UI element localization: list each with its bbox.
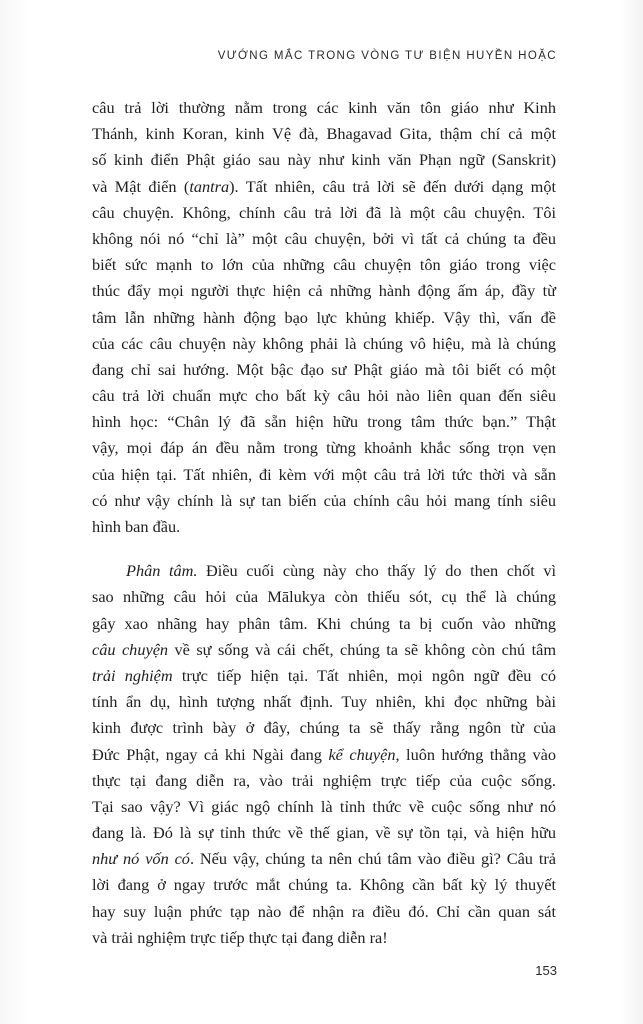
text-run: kinh được trình bày ở đây, chúng ta sẽ thấy rằng ngôn từ của	[92, 718, 556, 738]
running-head: VƯỚNG MẮC TRONG VÒNG TƯ BIỆN HUYỀN HOẶC	[217, 50, 557, 62]
text-line	[92, 514, 556, 540]
text-run: thúc đẩy mọi người thực hiện cả những hành động ấm áp, đầy từ	[92, 281, 556, 301]
text-run: câu trả lời thường nằm trong các kinh văn tôn giáo như Kinh	[92, 98, 556, 117]
text-run: biết sức mạnh to lớn của những câu chuyện tôn giáo trong việc	[92, 255, 556, 275]
text-run: về sự sống và cái chết, chúng ta sẽ không còn chú tâm	[168, 639, 556, 659]
paragraph-2	[92, 558, 556, 951]
text-run: Thánh, kinh Koran, kinh Vệ đà, Bhagavad Gita, thậm chí cả một	[92, 124, 556, 144]
text-line	[92, 278, 556, 304]
text-run: sao những câu hỏi của Mālukya còn thiếu sót, cụ thể là chúng	[92, 587, 556, 607]
text-run: , luôn hướng thẳng vào	[395, 744, 556, 764]
text-line	[92, 558, 556, 584]
text-line	[92, 226, 556, 252]
text-line	[92, 331, 556, 357]
text-line	[92, 305, 556, 331]
text-line	[92, 200, 556, 226]
text-line	[92, 95, 556, 121]
text-run: đang chỉ sai hướng. Một bậc đạo sư Phật giáo mà tôi biết có một	[92, 359, 556, 379]
text-run: trực tiếp hiện tại. Tất nhiên, mọi ngôn ngữ đều có	[172, 665, 556, 685]
text-line	[92, 820, 556, 846]
text-line	[92, 435, 556, 461]
text-line	[92, 611, 556, 637]
text-line	[92, 488, 556, 514]
italic-text: như nó vốn có	[92, 849, 190, 869]
text-line	[92, 121, 556, 147]
text-line	[92, 584, 556, 610]
text-run: không nói nó “chỉ là” một câu chuyện, bởi vì tất cả chúng ta đều	[92, 228, 556, 248]
text-run: của các câu chuyện này không phải là chúng vô hiệu, mà là chúng	[92, 333, 556, 353]
text-line	[92, 637, 556, 663]
text-run: Điều cuối cùng này cho thấy lý do then chốt vì	[197, 561, 556, 581]
text-run: thực tại đang diễn ra, vào trải nghiệm trực tiếp của cuộc sống.	[92, 770, 556, 790]
page-number: 153	[535, 963, 557, 978]
body-text	[92, 95, 556, 951]
italic-text: câu chuyện	[92, 639, 169, 659]
text-line	[92, 925, 556, 951]
italic-text: trải nghiệm	[92, 665, 173, 685]
text-line	[92, 383, 556, 409]
text-run: Đức Phật, ngay cả khi Ngài đang	[92, 744, 329, 764]
italic-text: kể chuyện	[328, 744, 396, 764]
text-line	[92, 462, 556, 488]
text-run: và Mật điển (	[92, 176, 190, 196]
text-line	[92, 899, 556, 925]
text-run: hình học: “Chân lý đã sẵn hiện hữu trong tâm thức bạn.” Thật	[92, 412, 556, 432]
text-run: câu chuyện. Không, chính câu trả lời đã là một câu chuyện. Tôi	[92, 202, 556, 222]
text-run: hay suy luận phức tạp nào để nhận ra điều đó. Chỉ cần quan sát	[92, 901, 556, 921]
text-run: số kinh điển Phật giáo sau này như kinh văn Phạn ngữ (Sanskrit)	[92, 150, 556, 170]
italic-text: Phân tâm.	[126, 561, 198, 581]
text-line	[92, 689, 556, 715]
text-run: vậy, mọi đáp án đều nằm trong từng khoảnh khắc sống trọn vẹn	[92, 438, 556, 458]
text-run: hình ban đầu.	[92, 517, 181, 536]
text-run: . Nếu vậy, chúng ta nên chú tâm vào điều gì? Câu trả	[189, 849, 556, 869]
text-line	[92, 663, 556, 689]
text-line	[92, 794, 556, 820]
text-run: câu trả lời chuẩn mực cho bất kỳ câu hỏi nào liên quan đến siêu	[92, 386, 556, 406]
text-line	[92, 357, 556, 383]
text-run: của hiện tại. Tất nhiên, đi kèm với một câu trả lời tức thời và sẵn	[92, 464, 556, 484]
paragraph-gap	[92, 540, 556, 558]
text-run: Tại sao vậy? Vì giác ngộ chính là tỉnh thức về cuộc sống như nó	[92, 796, 556, 816]
text-run: gây xao nhãng hay phân tâm. Khi chúng ta bị cuốn vào những	[92, 613, 556, 633]
text-line	[92, 409, 556, 435]
text-line	[92, 768, 556, 794]
text-run: tâm lẫn những hành động bạo lực khủng khiếp. Vậy thì, vấn đề	[92, 307, 556, 327]
italic-text: tantra	[189, 176, 230, 196]
text-line	[92, 715, 556, 741]
text-line	[92, 872, 556, 898]
text-run: và trải nghiệm trực tiếp thực tại đang diễn ra!	[92, 927, 388, 947]
text-run: lời đang ở ngay trước mắt chúng ta. Không cần bất kỳ lý thuyết	[92, 875, 556, 895]
text-run: tính ẩn dụ, hình tượng nhất định. Tuy nhiên, khi đọc những bài	[92, 692, 556, 712]
text-line	[92, 742, 556, 768]
paragraph-1	[92, 95, 556, 540]
text-line	[92, 846, 556, 872]
text-run: ). Tất nhiên, câu trả lời sẽ đến dưới dạng một	[229, 176, 557, 196]
text-run: có như vậy chính là sự tan biến của chính câu hỏi mang tính siêu	[92, 490, 556, 510]
text-run: đang là. Đó là sự tỉnh thức về thế gian, về sự tồn tại, và hiện hữu	[92, 823, 556, 843]
text-line	[92, 147, 556, 173]
text-line	[92, 252, 556, 278]
text-line	[92, 174, 556, 200]
